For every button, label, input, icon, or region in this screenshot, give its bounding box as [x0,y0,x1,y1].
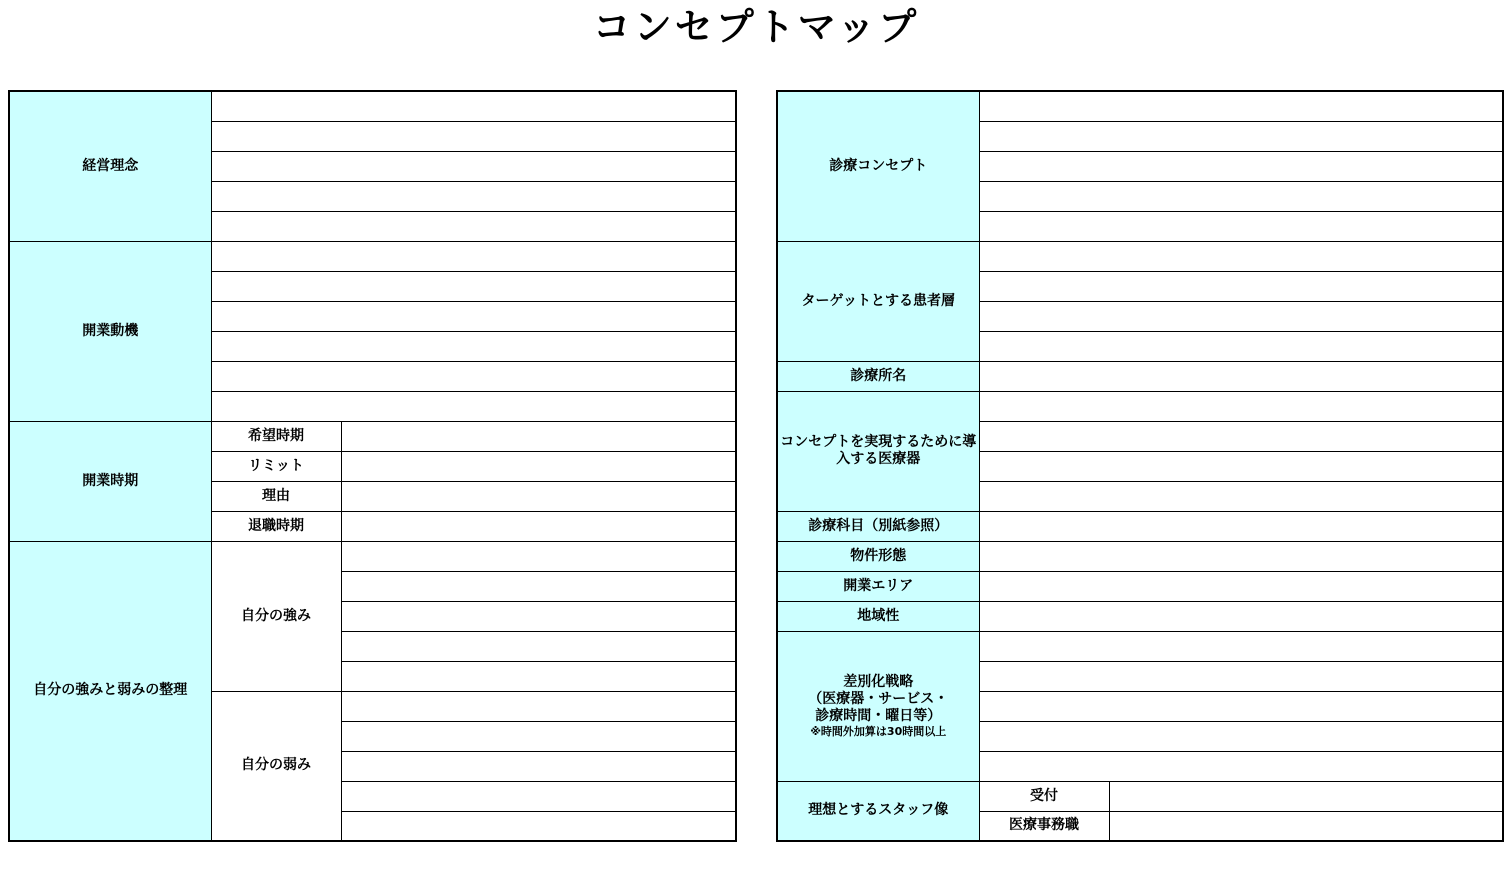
opening-motive-cell-5[interactable] [211,361,736,391]
target-patients-cell-4[interactable] [979,331,1503,361]
clinical-concept-cell-1[interactable] [979,91,1503,121]
equipment-cell-3[interactable] [979,451,1503,481]
management-philosophy-cell-5[interactable] [211,211,736,241]
weaknesses-cell-5[interactable] [341,811,736,841]
retirement-timing-label: 退職時期 [211,511,341,541]
opening-motive-cell-4[interactable] [211,331,736,361]
strengths-cell-2[interactable] [341,571,736,601]
management-philosophy-label: 経営理念 [9,91,211,241]
medical-clerk-cell[interactable] [1109,811,1503,841]
differentiation-cell-2[interactable] [979,661,1503,691]
equipment-label: コンセプトを実現するために導入する医療器 [777,391,979,511]
clinical-concept-cell-5[interactable] [979,211,1503,241]
opening-motive-label: 開業動機 [9,241,211,421]
clinical-concept-cell-3[interactable] [979,151,1503,181]
weaknesses-cell-1[interactable] [341,691,736,721]
opening-timing-label: 開業時期 [9,421,211,541]
equipment-cell-2[interactable] [979,421,1503,451]
differentiation-cell-1[interactable] [979,631,1503,661]
limit-label: リミット [211,451,341,481]
clinical-concept-label: 診療コンセプト [777,91,979,241]
differentiation-cell-4[interactable] [979,721,1503,751]
reason-cell[interactable] [341,481,736,511]
medical-clerk-label: 医療事務職 [979,811,1109,841]
regional-traits-label: 地域性 [777,601,979,631]
weaknesses-cell-2[interactable] [341,721,736,751]
page-title: コンセプトマップ [592,5,920,49]
right-concept-table [776,90,1504,842]
ideal-staff-label: 理想とするスタッフ像 [777,781,979,841]
target-patients-cell-1[interactable] [979,241,1503,271]
opening-area-label: 開業エリア [777,571,979,601]
strengths-cell-3[interactable] [341,601,736,631]
regional-traits-cell[interactable] [979,601,1503,631]
reason-label: 理由 [211,481,341,511]
equipment-cell-1[interactable] [979,391,1503,421]
opening-area-cell[interactable] [979,571,1503,601]
management-philosophy-cell-1[interactable] [211,91,736,121]
weaknesses-cell-3[interactable] [341,751,736,781]
differentiation-note: ※時間外加算は30時間以上 [810,724,947,738]
strengths-cell-5[interactable] [341,661,736,691]
opening-motive-cell-2[interactable] [211,271,736,301]
desired-timing-label: 希望時期 [211,421,341,451]
clinic-name-label: 診療所名 [777,361,979,391]
retirement-timing-cell[interactable] [341,511,736,541]
clinical-concept-cell-2[interactable] [979,121,1503,151]
my-strengths-label: 自分の強み [211,541,341,691]
my-weaknesses-label: 自分の弱み [211,691,341,841]
differentiation-line-3: 診療時間・曜日等） [815,707,942,724]
desired-timing-cell[interactable] [341,421,736,451]
opening-motive-cell-3[interactable] [211,301,736,331]
target-patients-cell-2[interactable] [979,271,1503,301]
opening-motive-cell-6[interactable] [211,391,736,421]
differentiation-line-2: （医療器・サービス・ [808,690,949,707]
differentiation-cell-3[interactable] [979,691,1503,721]
departments-cell[interactable] [979,511,1503,541]
strengths-cell-1[interactable] [341,541,736,571]
weaknesses-cell-4[interactable] [341,781,736,811]
differentiation-strategy-label [777,631,979,781]
limit-cell[interactable] [341,451,736,481]
differentiation-cell-5[interactable] [979,751,1503,781]
reception-cell[interactable] [1109,781,1503,811]
equipment-cell-4[interactable] [979,481,1503,511]
differentiation-line-1: 差別化戦略 [843,673,914,690]
opening-motive-cell-1[interactable] [211,241,736,271]
management-philosophy-cell-2[interactable] [211,121,736,151]
management-philosophy-cell-3[interactable] [211,151,736,181]
strengths-weaknesses-label: 自分の強みと弱みの整理 [9,541,211,841]
target-patients-cell-3[interactable] [979,301,1503,331]
clinic-name-cell[interactable] [979,361,1503,391]
strengths-cell-4[interactable] [341,631,736,661]
target-patients-label: ターゲットとする患者層 [777,241,979,361]
management-philosophy-cell-4[interactable] [211,181,736,211]
departments-label: 診療科目（別紙参照） [777,511,979,541]
property-type-label: 物件形態 [777,541,979,571]
clinical-concept-cell-4[interactable] [979,181,1503,211]
reception-label: 受付 [979,781,1109,811]
property-type-cell[interactable] [979,541,1503,571]
left-concept-table [8,90,737,842]
